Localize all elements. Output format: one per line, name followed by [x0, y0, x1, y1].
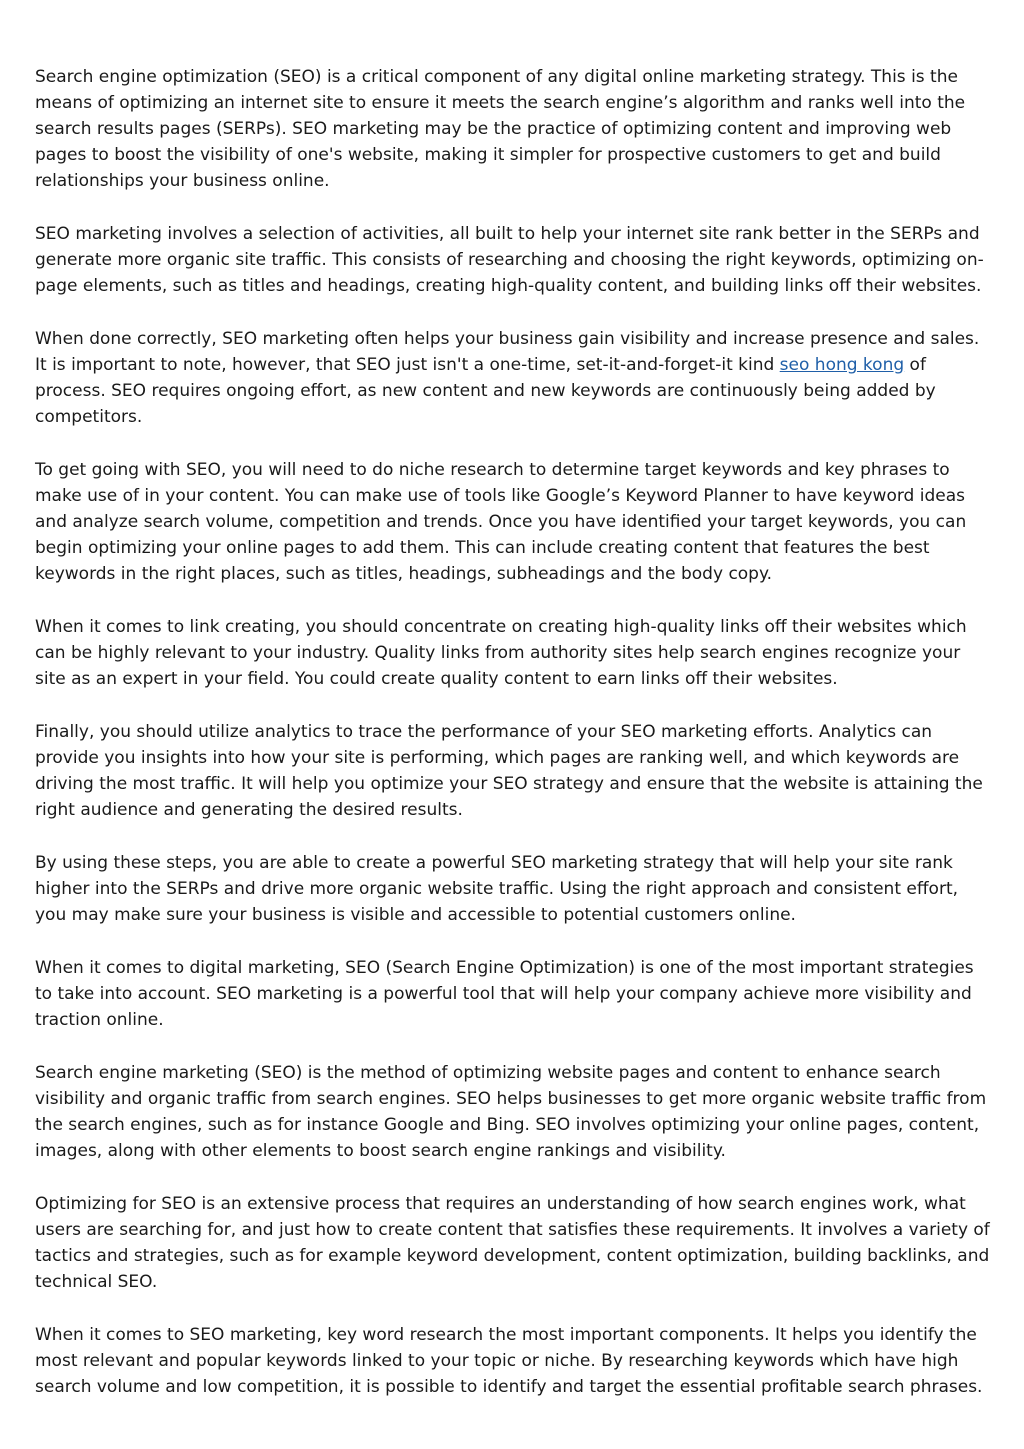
paragraph-8: When it comes to digital marketing, SEO (Search Engine Optimization) is one of the most important strategies to take into account. SEO marketing is a powerful tool that will help your company achieve more visibility and traction online.: [35, 958, 974, 1030]
paragraph-3: [35, 326, 990, 430]
paragraph-7: By using these steps, you are able to create a powerful SEO marketing strategy that will help your site rank higher into the SERPs and drive more organic website traffic. Using the right approach and consistent effort, you may make sure your business is visible and accessible to potential customers online.: [35, 853, 959, 925]
paragraph-3-text-before: When done correctly, SEO marketing often helps your business gain visibility and increase presence and sales. It is important to note, however, that SEO just isn't a one-time, set-it-and-forget-it kind: [35, 329, 980, 375]
paragraph-2: SEO marketing involves a selection of activities, all built to help your internet site rank better in the SERPs and generate more organic site traffic. This consists of researching and choosing the right keywords, optimizing on-page elements, such as titles and headings, creating high-quality content, and building links off their websites.: [35, 224, 984, 296]
paragraph-6: Finally, you should utilize analytics to trace the performance of your SEO marketing efforts. Analytics can provide you insights into how your site is performing, which pages are ranking well, and which keywords are driving the most traffic. It will help you optimize your SEO strategy and ensure that the website is attaining the right audience and generating the desired results.: [35, 722, 983, 820]
paragraph-4: To get going with SEO, you will need to do niche research to determine target keywords and key phrases to make use of in your content. You can make use of tools like Google’s Keyword Planner to have keyword ideas and analyze search volume, competition and trends. Once you have identified your target keywords, you can begin optimizing your online pages to add them. This can include creating content that features the best keywords in the right places, such as titles, headings, subheadings and the body copy.: [35, 460, 967, 584]
paragraph-1: Search engine optimization (SEO) is a critical component of any digital online marketing strategy. This is the means of optimizing an internet site to ensure it meets the search engine’s algorithm and ranks well into the search results pages (SERPs). SEO marketing may be the practice of optimizing content and improving web pages to boost the visibility of one's website, making it simpler for prospective customers to get and build relationships your business online.: [35, 67, 966, 191]
paragraph-11: When it comes to SEO marketing, key word research the most important components. It helps you identify the most relevant and popular keywords linked to your topic or niche. By researching keywords which have high search volume and low competition, it is possible to identify and target the essential profitable search phrases.: [35, 1325, 983, 1397]
seo-hong-kong-link[interactable]: seo hong kong: [779, 355, 905, 375]
paragraph-10: Optimizing for SEO is an extensive process that requires an understanding of how search engines work, what users are searching for, and just how to create content that satisfies these requirements. It involves a variety of tactics and strategies, such as for example keyword development, content optimization, building backlinks, and technical SEO.: [35, 1194, 990, 1292]
paragraph-9: Search engine marketing (SEO) is the method of optimizing website pages and content to enhance search visibility and organic traffic from search engines. SEO helps businesses to get more organic website traffic from the search engines, such as for instance Google and Bing. SEO involves optimizing your online pages, content, images, along with other elements to boost search engine rankings and visibility.: [35, 1063, 987, 1161]
paragraph-5: When it comes to link creating, you should concentrate on creating high-quality links off their websites which can be highly relevant to your industry. Quality links from authority sites help search engines recognize your site as an expert in your field. You could create quality content to earn links off their websites.: [35, 617, 967, 689]
paragraph-3-text-after: of process. SEO requires ongoing effort, as new content and new keywords are continuously being added by competitors.: [35, 355, 936, 427]
